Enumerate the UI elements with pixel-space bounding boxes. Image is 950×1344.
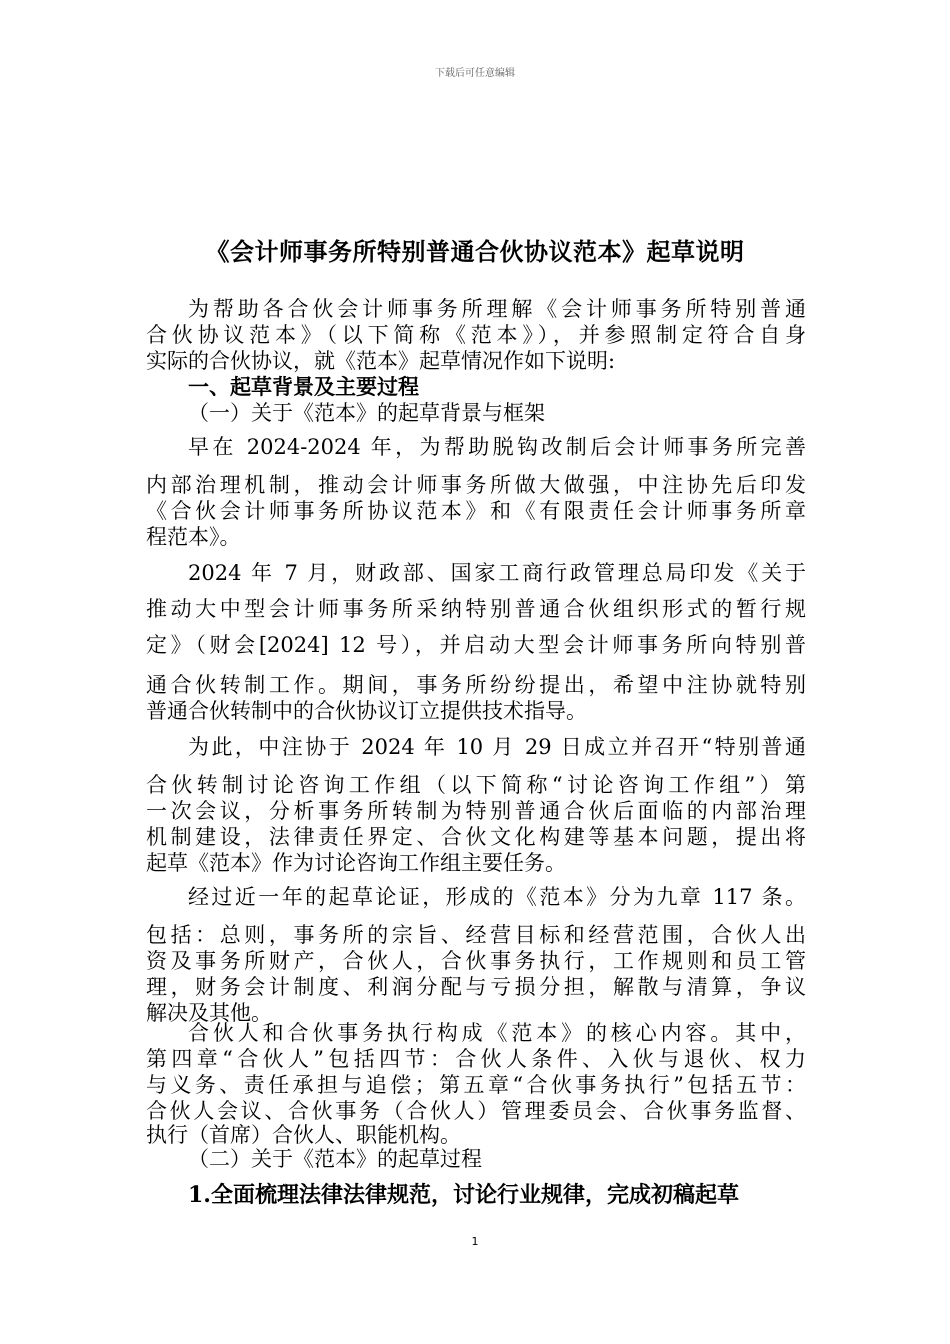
body-line: 推动大中型会计师事务所采纳特别普通合伙组织形式的暂行规 [146, 597, 806, 621]
body-line: 理，财务会计制度、利润分配与亏损分担，解散与清算，争议 [146, 975, 806, 999]
body-line: 为帮助各合伙会计师事务所理解《会计师事务所特别普通 [188, 297, 806, 321]
body-line: 2024 年 7 月，财政部、国家工商行政管理总局印发《关于 [188, 561, 806, 585]
document-title: 《会计师事务所特别普通合伙协议范本》起草说明 [205, 238, 745, 266]
subsection-heading: （二）关于《范本》的起草过程 [188, 1147, 482, 1171]
page-number: 1 [471, 1235, 479, 1248]
body-line: 实际的合伙协议，就《范本》起草情况作如下说明: [146, 349, 616, 373]
body-line: 合伙人和合伙事务执行构成《范本》的核心内容。其中， [188, 1021, 806, 1045]
body-line: 经过近一年的起草论证，形成的《范本》分为九章 117 条。 [188, 885, 806, 909]
body-line: 与义务、责任承担与追偿；第五章“合伙事务执行”包括五节： [146, 1073, 806, 1097]
body-line: 机制建设，法律责任界定、合伙文化构建等基本问题，提出将 [146, 825, 806, 849]
body-line: 《合伙会计师事务所协议范本》和《有限责任会计师事务所章 [146, 499, 806, 523]
body-line: 起草《范本》作为讨论咨询工作组主要任务。 [146, 851, 566, 875]
body-line: 执行（首席）合伙人、职能机构。 [146, 1123, 461, 1147]
body-line: 为此，中注协于 2024 年 10 月 29 日成立并召开“特别普通 [188, 735, 806, 759]
body-line: 合伙协议范本》（以下简称《范本》），并参照制定符合自身 [146, 323, 806, 347]
body-line: 定》（财会[2024] 12 号），并启动大型会计师事务所向特别普 [146, 633, 806, 657]
body-line: 合伙人会议、合伙事务（合伙人）管理委员会、合伙事务监督、 [146, 1099, 806, 1123]
body-line: 包括：总则，事务所的宗旨、经营目标和经营范围，合伙人出 [146, 923, 806, 947]
body-line: 一次会议，分析事务所转制为特别普通合伙后面临的内部治理 [146, 799, 806, 823]
section-heading: 一、起草背景及主要过程 [188, 375, 419, 399]
body-line: 解决及其他。 [146, 1001, 272, 1025]
body-line: 第四章“合伙人”包括四节：合伙人条件、入伙与退伙、权力 [146, 1047, 806, 1071]
body-line: 普通合伙转制中的合伙协议订立提供技术指导。 [146, 699, 587, 723]
body-line: 合伙转制讨论咨询工作组（以下简称“讨论咨询工作组”）第 [146, 773, 806, 797]
subsection-heading: （一）关于《范本》的起草背景与框架 [188, 401, 545, 425]
header-note: 下载后可任意编辑 [435, 68, 515, 79]
body-line: 内部治理机制，推动会计师事务所做大做强，中注协先后印发 [146, 473, 806, 497]
bold-subheading: 1.全面梳理法律法律规范，讨论行业规律，完成初稿起草 [188, 1182, 739, 1208]
body-line: 通合伙转制工作。期间，事务所纷纷提出，希望中注协就特别 [146, 673, 806, 697]
body-line: 资及事务所财产，合伙人，合伙事务执行，工作规则和员工管 [146, 949, 806, 973]
body-line: 程范本》。 [146, 525, 241, 549]
body-line: 早在 2024-2024 年，为帮助脱钩改制后会计师事务所完善 [188, 435, 806, 459]
